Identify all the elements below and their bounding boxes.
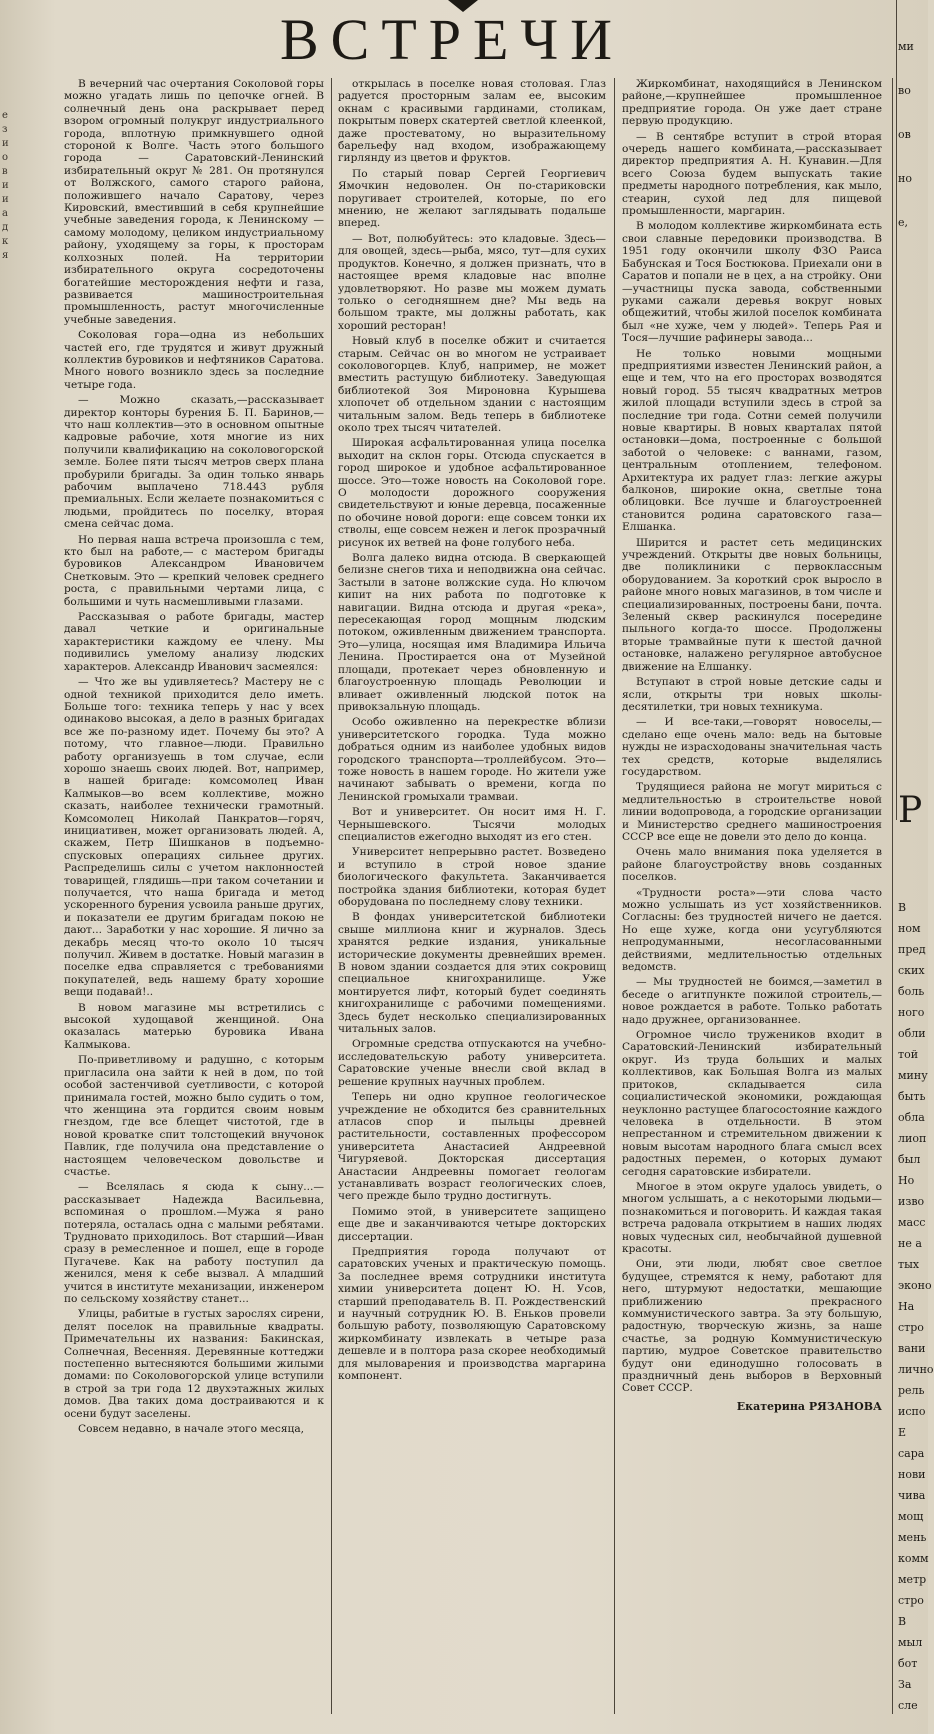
article-paragraph: — В сентябре вступит в строй вторая очередь нашего комбината,—рассказывает директор предприятия А. Н. Кунавин.—Для всего Союза будем выпускать такие предметы народного потребления, как мыло, стеарин, сухой лед для пищевой промышленности, маргарин. (622, 130, 882, 218)
article-paragraph: Многое в этом округе удалось увидеть, о многом услышать, а с некоторыми людьми—познакомиться и поговорить. И каждая такая встреча радовала открытием в наших людях новых чудесных сил, необычайной душевной красоты. (622, 1180, 882, 1255)
article-paragraph: Улицы, рабитые в густых зарослях сирени, делят поселок на правильные квадраты. Примечательны их названия: Бакинская, Солнечная, Весенняя. Деревянные коттеджи постепенно вытесняются большими жилыми домами: по Соколовогорской улице вступили в строй за три года 12 двухэтажных жилых домов. Два таких дома достраиваются и к осени будут заселены. (64, 1308, 324, 1420)
article-paragraph: — Что же вы удивляетесь? Мастеру не с одной техникой приходится дело иметь. Больше того: техника теперь у нас у всех одинаково высокая, а дело в разных бригадах все же по-разному идет. Почему бы это? А потому, что главное—люди. Правильно работу организуешь в том случае, если хорошо знаешь своих людей. Вот, например, в нашей бригаде: комсомолец Иван Калмыков—во всем коллективе, можно сказать, наиболее технически грамотный. Комсомолец Николай Панкратов—горяч, инициативен, может организовать людей. А, скажем, Петр Шишканов в подъемно-спусковых операциях сильнее других. Распределишь силы с учетом наклонностей товарищей, глядишь—при таком сочетании и получается, что наша бригада и метод ускоренного бурения усвоила раньше других, и показатели ее другим бригадам покою не дают... Заработки у нас хорошие. Я лично за декабрь месяц что-то около 10 тысяч получил. Живем в достатке. Новый магазин в поселке едва справляется с требованиями покупателей, ведь нашему брату хорошие вещи подавай!.. (64, 676, 324, 999)
margin-fragment: ов (898, 128, 911, 141)
margin-fragment: На (898, 1300, 915, 1313)
article-paragraph: Ширится и растет сеть медицинских учреждений. Открыты две новых больницы, две поликлиники с первоклассным оборудованием. За короткий срок выросло в районе много новых магазинов, в том числе и специализированных, построены бани, почта. Зеленый сквер раскинулся посередине пыльного когда-то шоссе. Продолжены вторые трамвайные пути к шестой дачной остановке, налажено регулярное автобусное движение на Елшанку. (622, 536, 882, 673)
column-divider (331, 78, 332, 1714)
article-paragraph: Широкая асфальтированная улица поселка выходит на склон горы. Отсюда спускается в город широкое и удобное асфальтированное шоссе. Это—тоже новость на Соколовой горе. О молодости дорожного сооружения свидетельствуют и юные деревца, посаженные по обочине новой дороги: еще совсем тонки их стволы, еще совсем нежен и легок прозрачный рисунок их ветвей на фоне голубого неба. (338, 437, 606, 549)
margin-fragment: ного (898, 1006, 925, 1019)
margin-fragment: бот (898, 1657, 918, 1670)
margin-fragment: обли (898, 1027, 926, 1040)
article-paragraph: В вечерний час очертания Соколовой горы можно угадать лишь по цепочке огней. В солнечный день она раскрывает перед взором огромный полукруг индустриального города, вплотную примкнувшего одной стороной к Волге. Часть этого большого города — Саратовский-Ленинский избирательный округ № 281. Он протянулся от Волжского, самого старого района, положившего начало Саратову, через Кировский, вместивший в себя крупнейшие учебные заведения города, к Ленинскому — самому молодому, целиком индустриальному району, уходящему за горы, к просторам колхозных полей. На территории избирательного округа сосредоточены богатейшие месторождения нефти и газа, развивается машиностроительная промышленность, растут многочисленные учебные заведения. (64, 78, 324, 326)
margin-fragment: был (898, 1153, 921, 1166)
article-paragraph: — Вот, полюбуйтесь: это кладовые. Здесь—для овощей, здесь—рыба, мясо, тут—для сухих продуктов. Конечно, я должен признать, что в настоящее время кладовые нас вполне удовлетворяют. Но разве мы можем думать только о сегодняшнем дне? Мы ведь на большом тракте, мы должны работать, как хороший ресторан! (338, 232, 606, 332)
margin-fragment: во (898, 84, 911, 97)
margin-fragment: вани (898, 1342, 926, 1355)
author-signature: Екатерина РЯЗАНОВА (736, 1399, 882, 1413)
margin-fragment: ном (898, 922, 921, 935)
margin-fragment: и (2, 180, 9, 191)
headline (280, 7, 625, 72)
article-paragraph: По-приветливому и радушно, с которым пригласила она зайти к ней в дом, по той особой застенчивой суетливости, с которой принимала гостей, можно было судить о том, что женщина эта гордится своим новым гнездом, где все блещет чистотой, где в новой кроватке спит толстощекий внучонок Павлик, где получила она представление о настоящем человеческом довольстве и счастье. (64, 1054, 324, 1178)
article-paragraph: Помимо этой, в университете защищено еще две и заканчиваются четыре докторских диссертации. (338, 1205, 606, 1243)
article-paragraph: Огромное число тружеников входит в Саратовский-Ленинский избирательный округ. Из труда больших и малых коллективов, как Большая Волга из малых притоков, складывается сила социалистической экономики, рождающая неуклонно растущее благосостояние каждого человека в отдельности. В этом непрестанном и стремительном движении к новым высотам народного блага смысл всех радостных перемен, о которых думают сегодня саратовские избиратели. (622, 1029, 882, 1178)
article-paragraph: Они, эти люди, любят свое светлое будущее, стремятся к нему, работают для него, штурмуют недостатки, мешающие приближению прекрасного коммунистического завтра. За эту большую, радостную, творческую жизнь, за наше счастье, за родную Коммунистическую партию, мудрое Советское правительство будут они единодушно голосовать в праздничный день выборов в Верховный Совет СССР. (622, 1258, 882, 1395)
article-paragraph: — Вселялась я сюда к сыну...—рассказывает Надежда Васильевна, вспоминая о прошлом.—Мужа я рано потеряла, осталась одна с малыми ребятами. Трудновато приходилось. Вот старший—Иван сразу в ремесленное и пошел, еще в городе Пугачеве. Как на работу поступил да женился, меня к себе вызвал. А младший учится в институте механизации, инженером по сельскому хозяйству станет... (64, 1181, 324, 1305)
article-paragraph: Не только новыми мощными предприятиями известен Ленинский район, а еще и тем, что на его просторах возводятся новый город. 55 тысяч квадратных метров жилой площади вступили здесь в строй за последние три года. Сотни семей получили новые квартиры. В новых кварталах пятой остановки—дома, построенные с большой заботой о человеке: с ваннами, газом, центральным отоплением, телефоном. Архитектура их радует глаз: легкие ажуры балконов, широкие окна, светлые тона облицовки. Все лучше и благоустроенней становится родина саратовского газа—Елшанка. (622, 347, 882, 534)
margin-fragment: комм (898, 1552, 929, 1565)
article-paragraph: Совсем недавно, в начале этого месяца, (78, 1423, 305, 1436)
margin-fragment: мыл (898, 1636, 923, 1649)
margin-fragment: той (898, 1048, 919, 1061)
margin-fragment: я (2, 250, 9, 261)
margin-fragment: мень (898, 1531, 927, 1544)
margin-fragment: ских (898, 964, 925, 977)
margin-fragment: чива (898, 1489, 926, 1502)
margin-fragment: мощ (898, 1510, 924, 1523)
article-paragraph: Жиркомбинат, находящийся в Ленинском районе,—крупнейшее промышленное предприятие города. Он уже дает стране первую продукцию. (622, 78, 882, 128)
margin-fragment: изво (898, 1195, 925, 1208)
margin-fragment: рель (898, 1384, 925, 1397)
margin-fragment: Но (898, 1174, 915, 1187)
margin-fragment: лиоп (898, 1132, 927, 1145)
article-column-2 (338, 78, 606, 1714)
article-title: ВСТРЕЧИ (280, 7, 625, 72)
article-paragraph: Соколовая гора—одна из небольших частей его, где трудятся и живут дружный коллектив буровиков и нефтяников Саратова. Много нового возникло здесь за последние четыре года. (64, 329, 324, 391)
margin-fragment: сле (898, 1699, 918, 1712)
margin-fragment: стро (898, 1321, 924, 1334)
margin-fragment: нови (898, 1468, 926, 1481)
margin-fragment: В (898, 901, 907, 914)
margin-fragment: е (2, 110, 8, 121)
margin-fragment: лично (898, 1363, 934, 1376)
article-paragraph: Трудящиеся района не могут мириться с медлительностью в строительстве новой линии водопровода, а городские организации и Министерство среднего машиностроения СССР все еще не довели это дело до конца. (622, 781, 882, 843)
margin-fragment: а (2, 208, 8, 219)
article-paragraph: — Мы трудностей не боимся,—заметил в беседе о агитпункте пожилой строитель,—новое рождается в работе. Только работать надо дружнее, организованнее. (622, 976, 882, 1026)
article-paragraph: Новый клуб в поселке обжит и считается старым. Сейчас он во многом не устраивает соколовогорцев. Клуб, например, не может вместить растущую библиотеку. Заведующая библиотекой Зоя Мироновна Курышева хлопочет об отдельном здании с настоящим читальным залом. Ведь теперь в библиотеке около трех тысяч читателей. (338, 335, 606, 434)
article-paragraph: В новом магазине мы встретились с высокой худощавой женщиной. Она оказалась матерью буровика Ивана Калмыкова. (64, 1001, 324, 1051)
article-paragraph: Предприятия города получают от саратовских ученых и практическую помощь. За последнее время сотрудники института химии университета доцент Ю. Н. Усов, старший преподаватель В. П. Рождественский и научный сотрудник Ю. В. Еньков провели большую работу, позволяющую Саратовскому жиркомбинату извлекать в четыре раза дешевле и в полтора раза скорее необходимый для мыловарения и производства маргарина компонент. (338, 1245, 606, 1383)
right-margin-fragments (896, 0, 934, 1734)
margin-fragment: быть (898, 1090, 926, 1103)
article-paragraph: — И все-таки,—говорят новоселы,—сделано еще очень мало: ведь на бытовые нужды не израсходованы значительная часть тех средств, которые выделялись государством. (622, 716, 882, 778)
margin-fragment: тых (898, 1258, 920, 1271)
margin-fragment: метр (898, 1573, 927, 1586)
article-paragraph: Рассказывая о работе бригады, мастер давал четкие и оригинальные характеристики каждому ее члену. Мы подивились умелому анализу людских характеров. Александр Иванович засмеялся: (64, 611, 324, 673)
margin-fragment: не а (898, 1237, 922, 1250)
margin-fragment: д (2, 222, 9, 233)
margin-fragment: эконо (898, 1279, 932, 1292)
margin-fragment: В (898, 1615, 907, 1628)
article-paragraph: По старый повар Сергей Георгиевич Ямочкин недоволен. Он по-стариковски поругивает строителей, которые, по его мнению, не желают заглядывать подальше вперед. (338, 167, 606, 230)
margin-fragment: з (2, 124, 8, 135)
column-divider (892, 78, 893, 1714)
article-paragraph: Университет непрерывно растет. Возведено и вступило в строй новое здание биологического факультета. Заканчивается постройка здания библиотеки, которая будет оборудована по последнему слову техники. (338, 846, 606, 908)
article-paragraph: «Трудности роста»—эти слова часто можно услышать из уст хозяйственников. Согласны: без трудностей ничего не дается. Но еще хуже, когда они усугубляются непродуманными, несогласованными действиями, медлительностью отдельных ведомств. (622, 886, 882, 974)
margin-fragment: боль (898, 985, 925, 998)
article-paragraph: В молодом коллективе жиркомбината есть свои славные передовики производства. В 1951 году окончили школу ФЗО Раиса Бабунская и Тося Бостюкова. Приехали они в Саратов и попали не в цех, а на стройку. Они—участницы пуска завода, собственными руками сажали деревья вокруг новых общежитий, чтобы жилой поселок комбината был «не хуже, чем у людей». Теперь Рая и Тося—лучшие рафинеры завода... (622, 220, 882, 345)
margin-fragment: ми (898, 40, 914, 53)
article-paragraph: Но первая наша встреча произошла с тем, кто был на работе,— с мастером бригады буровиков Александром Ивановичем Снетковым. Это — крепкий человек среднего роста, с правильными чертами лица, с большими и чуть насмешливыми глазами. (64, 533, 324, 608)
article-column-3 (622, 78, 882, 1714)
margin-fragment: сара (898, 1447, 925, 1460)
margin-fragment: обла (898, 1111, 925, 1124)
article-column-1 (64, 78, 324, 1714)
article-paragraph: Волга далеко видна отсюда. В сверкающей белизне снегов тиха и неподвижна она сейчас. Застыли в затоне волжские суда. Но ключом кипит на них работа по подготовке к навигации. Видна отсюда и другая «река», пересекающая город мощным людским потоком, оживленным движением транспорта. Это—улица, носящая имя Владимира Ильича Ленина. Простирается она от Музейной площади, протекает через обновленную и благоустроенную площадь Революции и вливает оживленный людской поток на привокзальную площадь. (338, 552, 606, 713)
margin-fragment: и (2, 194, 9, 205)
margin-fragment: масс (898, 1216, 926, 1229)
margin-fragment: пред (898, 943, 926, 956)
margin-fragment: е, (898, 216, 909, 229)
margin-fragment: мину (898, 1069, 928, 1082)
margin-fragment: Р (898, 790, 923, 831)
margin-fragment: но (898, 172, 912, 185)
column-divider (614, 78, 615, 1714)
article-paragraph: Теперь ни одно крупное геологическое учреждение не обходится без сравнительных атласов спор и пыльцы древней растительности, составленных профессором университета Анастасией Андреевной Чигуряевой. Докторская диссертация Анастасии Андреевны помогает геологам устанавливать возраст геологических слоев, чего прежде было трудно достигнуть. (338, 1091, 606, 1203)
article-paragraph: открылась в поселке новая столовая. Глаз радуется просторным залам ее, высоким окнам с красивыми гардинами, столикам, покрытым поверх скатертей светлой клеенкой, даже простеватому, но выразительному барельефу над входом, изображающему гирлянду из цветов и фруктов. (338, 78, 606, 165)
article-paragraph: Вступают в строй новые детские сады и ясли, открыты три новых школы-десятилетки, три новых техникума. (622, 676, 882, 713)
left-margin-fragments (0, 0, 60, 1734)
margin-fragment: Е (898, 1426, 907, 1439)
article-paragraph: Вот и университет. Он носит имя Н. Г. Чернышевского. Тысячи молодых специалистов ежегодно выходят из его стен. (338, 806, 606, 843)
article-paragraph: Огромные средства отпускаются на учебно-исследовательскую работу университета. Саратовские ученые внесли свой вклад в решение крупных научных проблем. (338, 1038, 606, 1088)
margin-fragment: к (2, 236, 9, 247)
article-paragraph: Особо оживленно на перекрестке вблизи университетского городка. Туда можно добраться одним из наиболее удобных видов городского транспорта—троллейбусом. Это—тоже новость в нашем городе. Но жители уже начинают забывать о времени, когда по Ленинской громыхали трамваи. (338, 716, 606, 803)
article-paragraph: Очень мало внимания пока уделяется в районе благоустройству вновь созданных поселков. (622, 846, 882, 884)
article-paragraph: — Можно сказать,—рассказывает директор конторы бурения Б. П. Баринов,—что наш коллектив—это в основном опытные кадровые рабочие, хотя многие из них получили квалификацию на соколовогорской земле. Более пяти тысяч метров сверх плана пробурили бригады. За один только январь рабочим выплачено 718.443 рубля премиальных. Если желаете познакомиться с людьми, пройдитесь по поселку, вторая смена сейчас дома. (64, 394, 324, 531)
margin-fragment: в (2, 166, 8, 177)
article-paragraph: В фондах университетской библиотеки свыше миллиона книг и журналов. Здесь хранятся редкие издания, уникальные исторические документы древнейших времен. В новом здании создается для этих сокровищ специальное книгохранилище. Уже монтируется лифт, который будет соединять книгохранилище с рабочими помещениями. Здесь будет несколько специализированных читальных залов. (338, 911, 606, 1036)
margin-fragment: стро (898, 1594, 924, 1607)
margin-fragment: За (898, 1678, 912, 1691)
margin-fragment: испо (898, 1405, 926, 1418)
margin-fragment: о (2, 152, 9, 163)
margin-fragment: и (2, 138, 9, 149)
